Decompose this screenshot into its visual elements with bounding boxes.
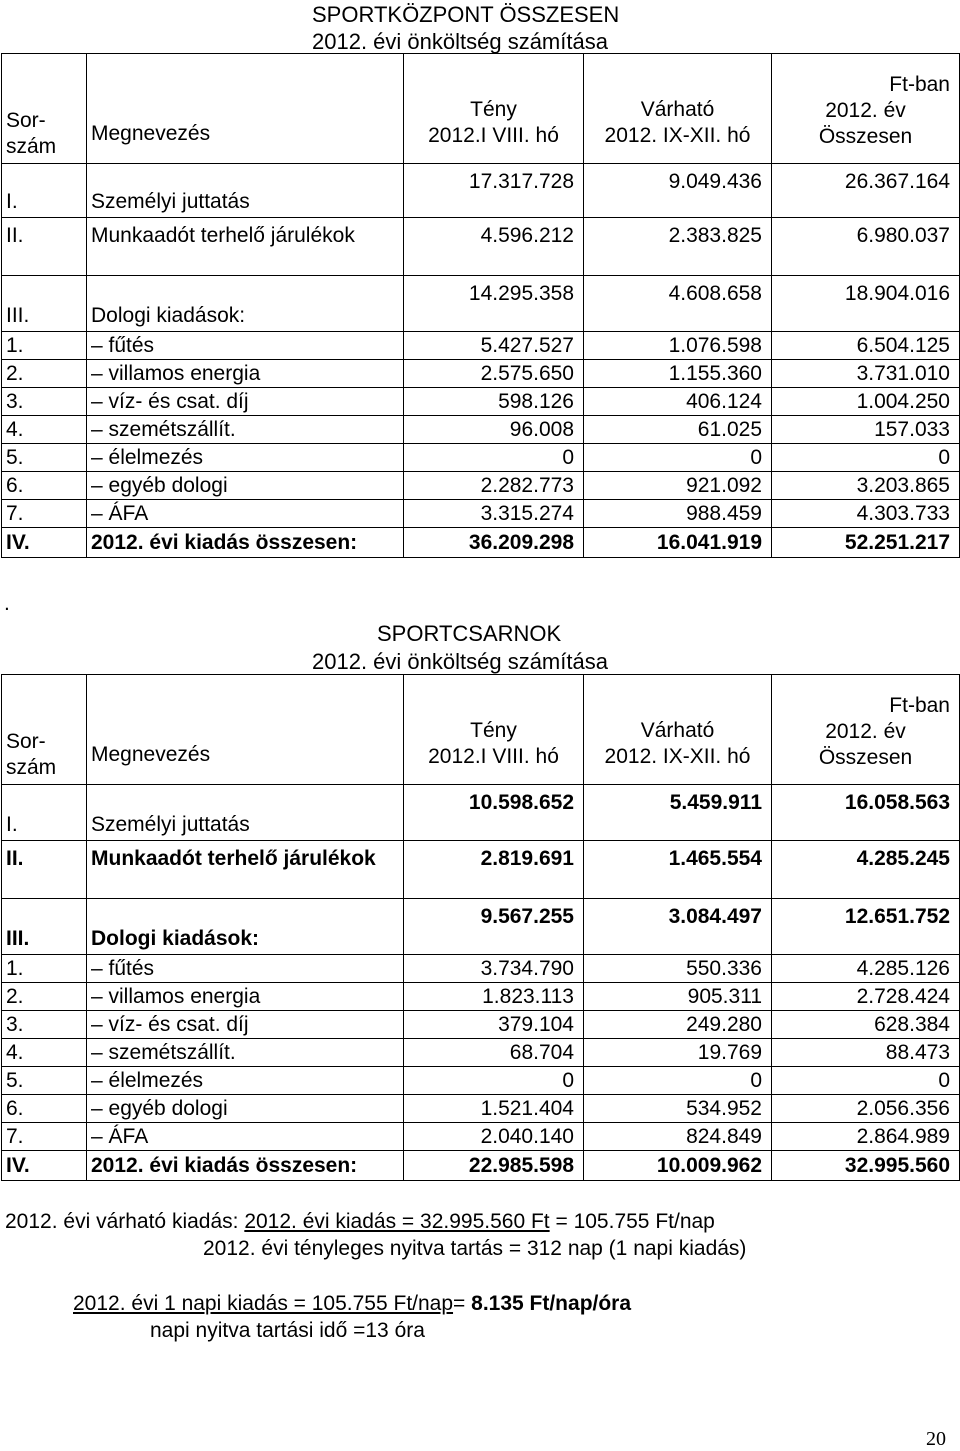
note-line-4: napi nyitva tartási idő =13 óra <box>150 1319 425 1342</box>
section1-title: SPORTKÖZPONT ÖSSZESEN <box>312 2 620 27</box>
osszesen-header: Ft-ban 2012. év Összesen <box>772 675 960 785</box>
table-row: 6. – egyéb dologi 1.521.404 534.952 2.056.356 <box>2 1095 960 1123</box>
table-row: 4. – szemétszállít. 96.008 61.025 157.033 <box>2 416 960 444</box>
table-row: I. Személyi juttatás 10.598.652 5.459.911 16.058.563 <box>2 785 960 841</box>
table-row: III. Dologi kiadások: 9.567.255 3.084.497 12.651.752 <box>2 899 960 955</box>
table-row: 2. – villamos energia 2.575.650 1.155.360 3.731.010 <box>2 360 960 388</box>
table-row: 5. – élelmezés 0 0 0 <box>2 1067 960 1095</box>
teny-header: Tény 2012.I VIII. hó <box>404 54 584 164</box>
table-row: I. Személyi juttatás 17.317.728 9.049.436 26.367.164 <box>2 164 960 218</box>
table-row: 2. – villamos energia 1.823.113 905.311 2.728.424 <box>2 983 960 1011</box>
sorszam-header: Sor-szám <box>2 54 87 164</box>
section1-table <box>1 53 960 558</box>
table-row: 3. – víz- és csat. díj 598.126 406.124 1.004.250 <box>2 388 960 416</box>
table-row: 1. – fűtés 5.427.527 1.076.598 6.504.125 <box>2 332 960 360</box>
table-row: 5. – élelmezés 0 0 0 <box>2 444 960 472</box>
unit-label: Ft-ban <box>889 693 950 717</box>
page-number: 20 <box>926 1428 946 1450</box>
section2-subtitle: 2012. évi önköltség számítása <box>312 649 608 674</box>
note-line-2: 2012. évi tényleges nyitva tartás = 312 nap (1 napi kiadás) <box>203 1237 747 1260</box>
unit-label: Ft-ban <box>889 72 950 96</box>
table-row: II. Munkaadót terhelő járulékok 2.819.691 1.465.554 4.285.245 <box>2 841 960 899</box>
table-row: 7. – ÁFA 3.315.274 988.459 4.303.733 <box>2 500 960 528</box>
sorszam-header: Sor-szám <box>2 675 87 785</box>
table-row: 3. – víz- és csat. díj 379.104 249.280 628.384 <box>2 1011 960 1039</box>
section2-title: SPORTCSARNOK <box>377 621 562 646</box>
megnevezes-header: Megnevezés <box>87 54 404 164</box>
teny-header: Tény 2012.I VIII. hó <box>404 675 584 785</box>
note-line-3: 2012. évi 1 napi kiadás = 105.755 Ft/nap= 8.135 Ft/nap/óra <box>73 1292 632 1315</box>
varhato-header: Várható 2012. IX-XII. hó <box>584 54 772 164</box>
table-row: 4. – szemétszállít. 68.704 19.769 88.473 <box>2 1039 960 1067</box>
section2-table <box>1 674 960 1181</box>
total-row: IV. 2012. évi kiadás összesen: 36.209.298 16.041.919 52.251.217 <box>2 528 960 558</box>
section1-header-row <box>2 54 960 164</box>
stray-dot: . <box>4 592 10 615</box>
table-row: II. Munkaadót terhelő járulékok 4.596.212 2.383.825 6.980.037 <box>2 218 960 276</box>
section2-header-row <box>2 675 960 785</box>
varhato-header: Várható 2012. IX-XII. hó <box>584 675 772 785</box>
section1-subtitle: 2012. évi önköltség számítása <box>312 29 608 54</box>
osszesen-header: Ft-ban 2012. év Összesen <box>772 54 960 164</box>
megnevezes-header: Megnevezés <box>87 675 404 785</box>
total-row: IV. 2012. évi kiadás összesen: 22.985.598 10.009.962 32.995.560 <box>2 1151 960 1181</box>
note-line-1: 2012. évi várható kiadás: 2012. évi kiadás = 32.995.560 Ft = 105.755 Ft/nap <box>5 1210 715 1233</box>
table-row: 6. – egyéb dologi 2.282.773 921.092 3.203.865 <box>2 472 960 500</box>
table-row: III. Dologi kiadások: 14.295.358 4.608.658 18.904.016 <box>2 276 960 332</box>
table-row: 7. – ÁFA 2.040.140 824.849 2.864.989 <box>2 1123 960 1151</box>
table-row: 1. – fűtés 3.734.790 550.336 4.285.126 <box>2 955 960 983</box>
